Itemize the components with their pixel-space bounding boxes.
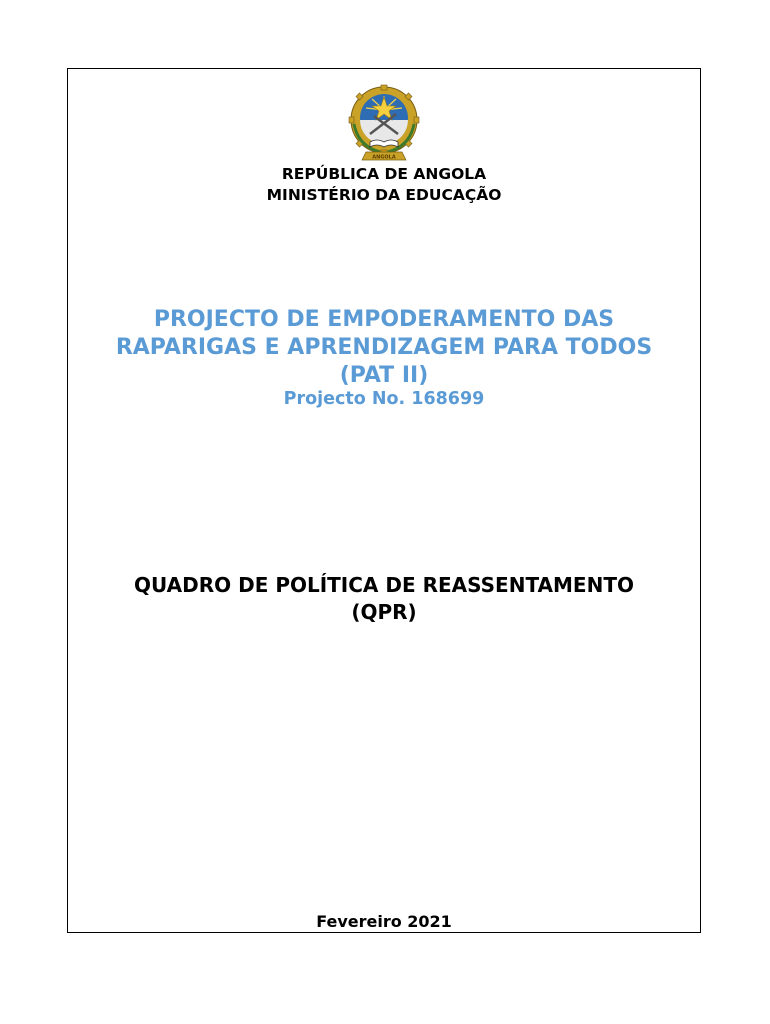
project-number: Projecto No. 168699 [283,389,485,409]
document-title-line-2: (QPR) [351,600,417,624]
ministry-heading: MINISTÉRIO DA EDUCAÇÃO [266,186,502,204]
document-date: Fevereiro 2021 [316,912,452,931]
emblem-label: ANGOLA [372,154,396,161]
project-title-line-2: RAPARIGAS E APRENDIZAGEM PARA TODOS [115,335,653,360]
project-title-line-1: PROJECTO DE EMPODERAMENTO DAS [153,307,615,332]
project-title [67,306,701,390]
project-title-line-3: (PAT II) [339,363,429,388]
angola-coat-of-arms-icon [344,84,424,162]
document-title [67,572,701,626]
country-heading: REPÚBLICA DE ANGOLA [281,165,487,183]
document-title-line-1: QUADRO DE POLÍTICA DE REASSENTAMENTO [134,573,634,597]
